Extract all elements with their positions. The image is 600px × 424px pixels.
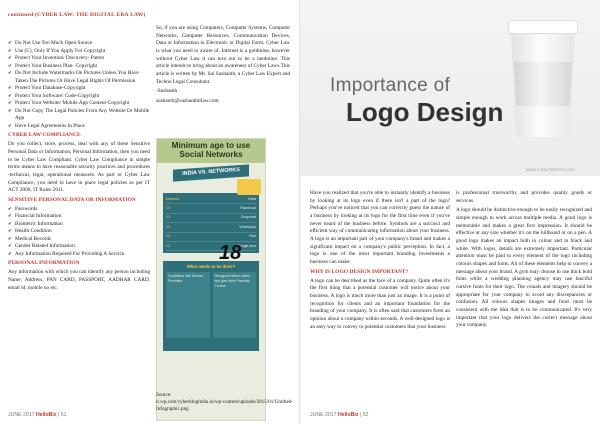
table-row: 13 Vine [166,233,256,242]
hero-title-line-1: Importance of [330,75,451,96]
table-row: 13 WhatsApp [166,223,256,232]
infographic-lower-heading: What needs to be done? [186,264,236,270]
spdi-item: ✔ Financial Information [8,213,150,221]
checklist-item: ✔ Use (C), Only If You Apply For Copyright [8,48,150,56]
infographic-lower-panel [163,261,259,351]
spdi-item: ✔ Biometric Information [8,221,150,229]
spdi-item: ✔ Health Condition [8,228,150,236]
spdi-item: ✔ Medical Records [8,236,150,244]
spdi-list [8,206,150,259]
signature-name: -Sushanth [156,88,178,95]
hero-image [300,0,600,176]
photo-credit: IMAGE © SHUTTERSTOCK.COM [526,168,575,172]
why-heading: WHY IS LOGO DESIGN IMPORTANT? [310,268,409,275]
left-footer: JUNE 2017 HelloBiz | 51 [8,412,67,418]
signature-email: sushanth@sushanthitlaw.com [156,98,219,105]
infographic-lower-col-2: Recognize Minor Users and give them Parental Control [213,272,257,338]
table-row: 13 Google plus [166,242,256,251]
logo-cont-paragraph: is professional trustworthy and provides quality goods or services. [456,190,592,204]
infographic-side-note [237,179,261,195]
checklist-item: ✔ Do Not Include Watermarks On Pictures Unless You Have Taken The Pictures Or Have Legal Rights Of Permission [8,70,150,85]
checklist-item: ✔ Protect Your Business Plan- Copyright [8,63,150,71]
pi-text: Any information with which you can identify any person including Name, Address, PAN CARD, PASSPORT, AADHAR CARD, email id, mobile no etc. [8,269,150,291]
spdi-item: ✔ Gender Related Information [8,243,150,251]
footer-brand: HelloBiz [337,412,359,418]
source-label: Source: [156,392,172,398]
logo-intro-paragraph: Have you realized that you're able to instantly identify a business by looking at its logo even if there isn't a part of the logo? Perhaps you've noticed that you can correctly guess the nature of a business by looking at its logo for the first time even if you've never heard of the business before. Symbols are a succinct and efficient way of communicating information about your business. A logo is an important part of your company's brand and makes a significant impact on a company's public perception. In fact, a logo is one of the most important branding investments a business can make. [310,190,450,266]
right-footer: JUNE 2017 HelloBiz | 52 [310,412,369,418]
infographic-title: Minimum age to use Social Networks [157,139,265,163]
compliance-heading: CYBER LAW COMPLIANCE [8,132,81,139]
checklist-item: ✔ Do Not Copy The Legal Policies From Any Website Or Mobile App [8,108,150,123]
middle-column [156,25,290,108]
source-url[interactable]: it.wp.com/cyberbloglndia.in/wp-content/uploads/2015/01/Untitled-Infographic.png [156,399,294,413]
checklist [8,40,150,130]
logo-why-paragraph: A logo can be described as the face of a company. Quite often it's the first thing that a potential customer will notice about your business. A logo is much more than just an image. It is a point of recognition for clients and an important foundation for the branding of your company. It is often said that customers form an opinion about a company within seconds. A well-designed logo is an easy way to convey to potential customers that your business [310,277,450,330]
infographic-banner: INDIA VS. NETWORKS [173,165,249,182]
infographic-big-number: 18 [219,242,242,264]
checklist-item: ✔ Protect Your Database-Copyright [8,85,150,93]
intro-paragraph: So, if you are using Computers, Computer Systems, Computer Networks, Computer Resources, Communication Devices, Data or Information in Electronic or Digital Form, Cyber Law is what you need to aware of. Internet is a goldmine, however without Cyber Law it can turn out to be a landmine. This article intends to bring about an awareness of Cyber Laws.This article is written by Mr. Sai Sushanth, a Cyber Law Expert and Techno Legal Consultant. [156,25,290,85]
infographic-lower-col-1: Conditions with Service Providers [166,272,210,338]
footer-brand: HelloBiz [35,412,57,418]
infographic-age-table [163,193,259,253]
spdi-heading: SENSITIVE PERSONAL DATA OR INFORMATION [8,196,136,203]
coffee-cup-illustration [506,20,580,140]
table-header: Network India [166,195,256,204]
checklist-item: ✔ Do Not Use Too Much Open Source [8,40,150,48]
logo-design-paragraph: A logo should be distinctive enough to be easily recognized and simple enough to work across multiple media. A good logo is memorable and makes a great first impression. It should be effective at any size whether it's on the billboard or on a pen. A good logo makes an impact both in colour and in black and white. With logos, details are extremely important. Particular attention must be paid to every element of the logo including colours shapes and fonts. All of these elements help to convey a message about your brand. A gym may choose to use thick bold fonts while a wedding planning agency may use fanciful cursive fonts for their logo. The visuals and imagery should be appropriate for your company to avoid any discrepancies or confusion. All colours shapes images and fonts must be consistent with the idea that is to be communicated. It's very important that your logo delivers the correct message about your company. [456,207,592,329]
hero-title-line-2: Logo Design [346,97,504,127]
right-column-1 [310,190,450,333]
checklist-item: ✔ Protect Your Website/ Mobile App Content-Copyright [8,100,150,108]
checklist-item: ✔ Protect Your Software/ Code-Copyright [8,93,150,101]
spdi-item: ✔ Any Information Required For Providing A Service [8,251,150,259]
checklist-item: ✔ Protect Your Invention/ Discovery- Patent [8,55,150,63]
right-column-2 [456,190,592,332]
pi-heading: PERSONAL INFORMATION [8,260,80,267]
spdi-item: ✔ Passwords [8,206,150,214]
left-column [8,40,150,294]
source-caption [156,392,294,413]
infographic [156,138,266,421]
checklist-item: ✔ Have Legal Agreements In Place [8,123,150,131]
table-row: 13 Snapchat [166,214,256,223]
compliance-text: Do you collect, store, process, deal with any of these Sensitive Personal Data or Information, Personal Information, then you need to be Cyber Law Compliant. Cyber Law Compliance in simple terms means to have reasonable security practices and procedures -technical, legal, operational measures. As part or Cyber Law Compliance, you need to have in place legal policies as per IT ACT 2000, IT Rules 2011. [8,141,150,194]
continued-title: continued (CYBER LAW: THE DIGITAL ERA LAW) [8,12,146,18]
table-row: 13 Facebook [166,204,256,213]
